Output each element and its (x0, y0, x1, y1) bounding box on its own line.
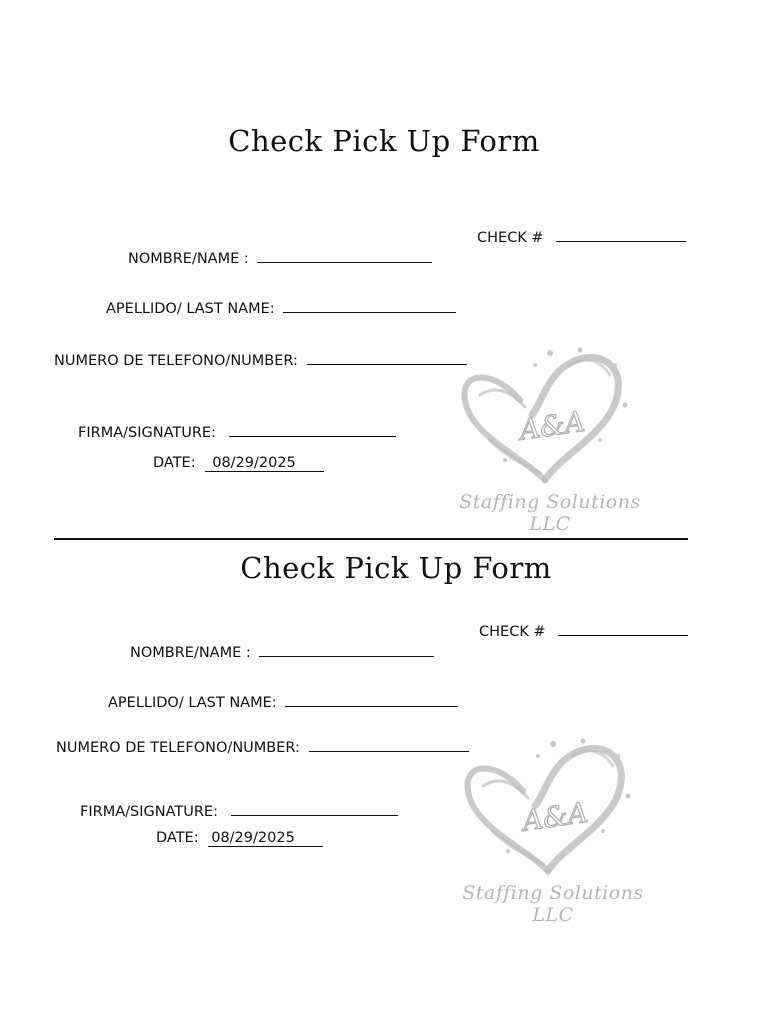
last-name-label: APELLIDO/ LAST NAME: (108, 695, 277, 711)
form-title: Check Pick Up Form (240, 551, 552, 585)
phone-line[interactable] (307, 351, 467, 365)
logo-monogram: A&A (517, 404, 587, 447)
check-number-label: CHECK # (477, 230, 544, 246)
name-field[interactable] (128, 249, 432, 267)
company-logo (453, 736, 653, 926)
check-number-line[interactable] (558, 622, 688, 636)
check-number-field[interactable] (477, 228, 686, 246)
last-name-line[interactable] (285, 693, 458, 707)
name-field[interactable] (130, 643, 434, 661)
phone-line[interactable] (309, 738, 469, 752)
name-label: NOMBRE/NAME : (128, 251, 249, 267)
date-label: DATE: (153, 455, 196, 471)
signature-label: FIRMA/SIGNATURE: (78, 425, 216, 441)
last-name-field[interactable] (106, 299, 456, 317)
date-label: DATE: (156, 830, 199, 846)
last-name-line[interactable] (283, 299, 456, 313)
signature-label: FIRMA/SIGNATURE: (80, 804, 218, 820)
phone-field[interactable] (56, 738, 469, 756)
date-value[interactable]: 08/29/2025 (205, 456, 324, 472)
logo-monogram: A&A (520, 795, 590, 838)
logo-caption: Staffing Solutions LLC (462, 882, 644, 926)
date-field[interactable] (156, 830, 323, 847)
signature-line[interactable] (231, 802, 398, 816)
date-value[interactable]: 08/29/2025 (208, 831, 323, 847)
check-number-field[interactable] (479, 622, 688, 640)
phone-field[interactable] (54, 351, 467, 369)
last-name-field[interactable] (108, 693, 458, 711)
logo-caption: Staffing Solutions LLC (459, 491, 641, 535)
check-pickup-form-2 (0, 428, 768, 926)
name-line[interactable] (259, 643, 434, 657)
name-line[interactable] (257, 249, 432, 263)
check-number-line[interactable] (556, 228, 686, 242)
name-label: NOMBRE/NAME : (130, 645, 251, 661)
last-name-label: APELLIDO/ LAST NAME: (106, 301, 275, 317)
phone-label: NUMERO DE TELEFONO/NUMBER: (54, 353, 298, 369)
heart-splash-icon (453, 736, 653, 876)
check-number-label: CHECK # (479, 624, 546, 640)
signature-field[interactable] (80, 802, 398, 820)
phone-label: NUMERO DE TELEFONO/NUMBER: (56, 740, 300, 756)
form-title: Check Pick Up Form (228, 124, 540, 158)
